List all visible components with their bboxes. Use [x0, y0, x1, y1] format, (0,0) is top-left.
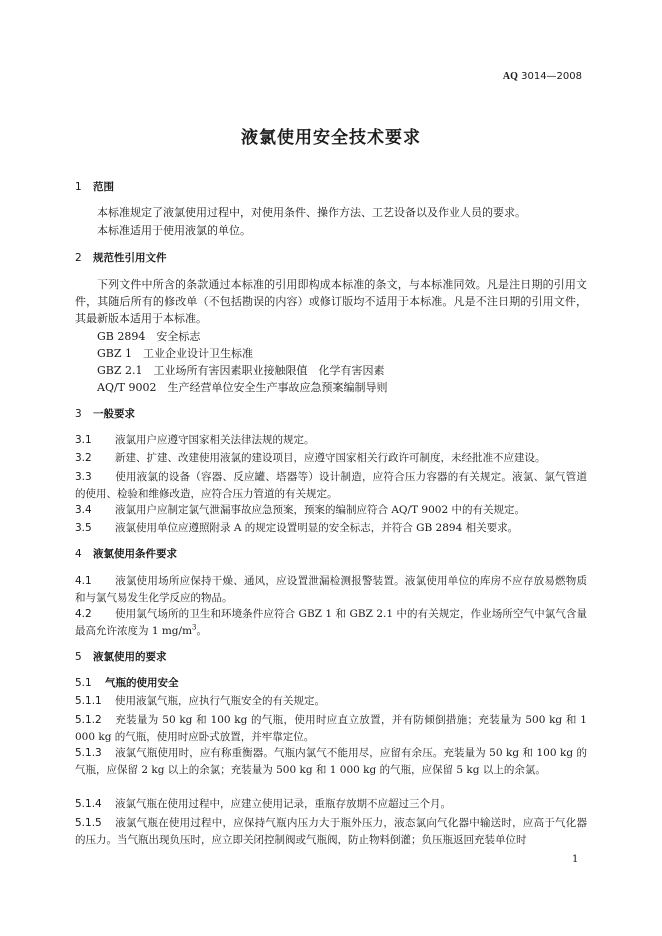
section-3-heading: 3 一般要求 — [75, 408, 135, 420]
section-1-paragraph: 本标准规定了液氯使用过程中，对使用条件、操作方法、工艺设备以及作业人员的要求。 — [97, 206, 526, 219]
section-2-heading: 2 规范性引用文件 — [75, 252, 167, 264]
clause-5-1-5: 5.1.5 液氯气瓶在使用过程中，应保持气瓶内压力大于瓶外压力，液态氯向气化器中输送时，应高于气化器的压力。当气瓶出现负压时，应立即关闭控制阀或气瓶阀，防止物料倒灌；负压瓶返回充装单位时 — [75, 817, 587, 846]
section-1-heading: 1 范围 — [75, 181, 114, 193]
clause-4-2: 4.2 使用氯气场所的卫生和环境条件应符合 GBZ 1 和 GBZ 2.1 中的有关规定，作业场所空气中氯气含量最高允许浓度为 1 $mg/m^3$。 — [75, 608, 587, 637]
clause-5-1-1: 5.1.1 使用液氯气瓶，应执行气瓶安全的有关规定。 — [75, 695, 325, 707]
subsection-5-1-heading: 5.1 气瓶的使用安全 — [75, 677, 179, 689]
standard-code: AQ 3014—2008 — [502, 71, 582, 82]
reference-item: GBZ 1 工业企业设计卫生标准 — [97, 347, 254, 360]
clause-5-1-4: 5.1.4 液氯气瓶在使用过程中，应建立使用记录，重瓶存放期不应超过三个月。 — [75, 798, 451, 810]
reference-item: GBZ 2.1 工业场所有害因素职业接触限值 化学有害因素 — [97, 364, 385, 377]
section-2-paragraph: 下列文件中所含的条款通过本标准的引用即构成本标准的条文，与本标准同效。凡是注日期的引用文件，其随后所有的修改单（不包括勘误的内容）或修订版均不适用于本标准。凡是不注日期的引用文件，其最新版本适用于本标准。 — [75, 278, 587, 325]
clause-3-3: 3.3 使用液氯的设备（容器、反应罐、塔器等）设计制造，应符合压力容器的有关规定。液氯、氯气管道的使用、检验和维修改造，应符合压力管道的有关规定。 — [75, 471, 587, 500]
page-number: 1 — [572, 854, 579, 865]
document-title: 液氯使用安全技术要求 — [241, 128, 421, 148]
section-4-heading: 4 液氯使用条件要求 — [75, 548, 177, 560]
clause-3-5: 3.5 液氯使用单位应遵照附录 A 的规定设置明显的安全标志，并符合 GB 2894 相关要求。 — [75, 522, 519, 534]
clause-4-1: 4.1 液氯使用场所应保持干燥、通风，应设置泄漏检测报警装置。液氯使用单位的库房不应存放易燃物质和与氯气易发生化学反应的物品。 — [75, 575, 587, 604]
reference-item: GB 2894 安全标志 — [97, 330, 201, 343]
section-5-heading: 5 液氯使用的要求 — [75, 651, 167, 663]
clause-5-1-3: 5.1.3 液氯气瓶使用时，应有称重衡器。气瓶内氯气不能用尽，应留有余压。充装量为 50 kg 和 100 kg 的气瓶，应保留 2 kg 以上的余氯；充装量为 500 kg 和 1 000 kg 的气瓶，应保留 5 kg 以上的余氯。 — [75, 747, 587, 776]
clause-3-1: 3.1 液氯用户应遵守国家相关法律法规的规定。 — [75, 434, 315, 446]
clause-3-2: 3.2 新建、扩建、改建使用液氯的建设项目，应遵守国家相关行政许可制度，未经批准不应建设。 — [75, 452, 546, 464]
clause-5-1-2: 5.1.2 充装量为 50 kg 和 100 kg 的气瓶，使用时应直立放置，并有防倾倒措施；充装量为 500 kg 和 1 000 kg 的气瓶，使用时应卧式放置，并牢靠定位。 — [75, 714, 587, 743]
clause-3-4: 3.4 液氯用户应制定氯气泄漏事故应急预案，预案的编制应符合 AQ/T 9002 中的有关规定。 — [75, 504, 525, 516]
section-1-paragraph: 本标准适用于使用液氯的单位。 — [97, 224, 251, 237]
reference-item: AQ/T 9002 生产经营单位安全生产事故应急预案编制导则 — [97, 381, 388, 394]
